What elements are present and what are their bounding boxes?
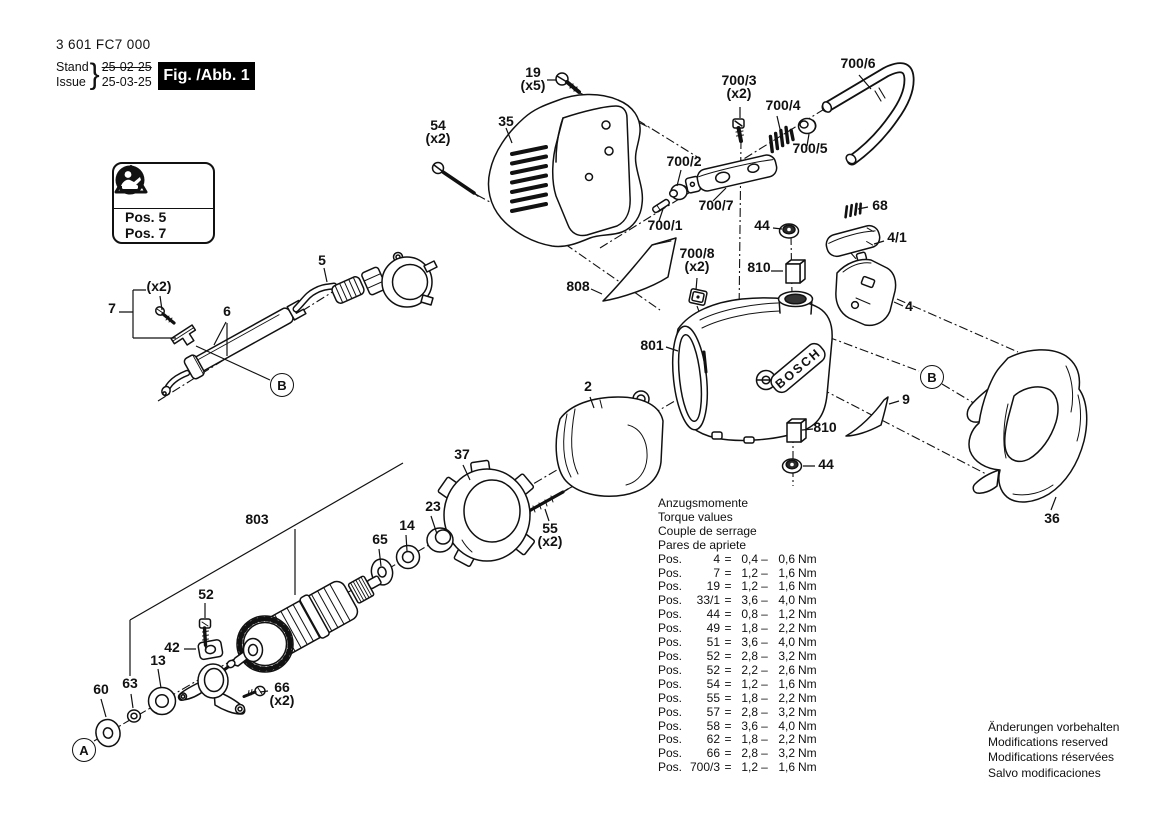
callout-quantity: (x2) xyxy=(269,692,295,708)
modification-note-line: Modifications reserved xyxy=(988,735,1109,750)
part-callout-19 xyxy=(521,66,546,92)
torque-row xyxy=(658,580,817,594)
callout-number: 42 xyxy=(164,639,180,655)
torque-row-prefix: Pos. xyxy=(658,635,683,650)
section-ref-a: A xyxy=(72,738,96,762)
read-manual-icon xyxy=(114,164,146,196)
torque-row-pos: 57 xyxy=(706,704,720,719)
callout-quantity: (x2) xyxy=(684,258,710,274)
part-callout-700-2 xyxy=(666,155,701,168)
part-callout-6 xyxy=(223,305,231,318)
torque-row-pos: 19 xyxy=(706,579,720,594)
spring-68 xyxy=(843,203,863,217)
part-callout-2 xyxy=(584,380,592,393)
cord-clamp-7 xyxy=(154,305,200,350)
torque-row-pos: 55 xyxy=(706,690,720,705)
torque-row-prefix: Pos. xyxy=(658,704,683,719)
part-callout-52 xyxy=(198,588,214,601)
torque-row-max: 3,2 xyxy=(778,704,795,719)
torque-row-prefix: Pos. xyxy=(658,551,683,566)
torque-row-equals: = xyxy=(724,732,732,747)
torque-row-min: 1,2 xyxy=(741,579,758,594)
part-callout-700-6 xyxy=(840,57,875,70)
torque-row xyxy=(658,747,817,761)
torque-row-equals: = xyxy=(724,635,732,650)
callout-number: 35 xyxy=(498,113,514,129)
bearing-bracket-42 xyxy=(179,639,245,714)
callout-number: 55 xyxy=(542,520,558,536)
carbon-brush-810-bottom xyxy=(787,419,806,442)
part-callout-63 xyxy=(122,677,138,690)
callout-number: 801 xyxy=(640,337,664,353)
torque-row-min: 2,8 xyxy=(741,704,758,719)
torque-row-unit: Nm xyxy=(798,551,817,566)
torque-row-max: 2,6 xyxy=(778,662,795,677)
part-callout-44-top xyxy=(754,219,770,232)
torque-row-max: 3,2 xyxy=(778,746,795,761)
torque-row-unit: Nm xyxy=(798,704,817,719)
torque-row-dash: – xyxy=(761,690,768,705)
part-callout-803 xyxy=(245,513,268,526)
part-callout-700-5 xyxy=(792,142,827,155)
callout-number: 700/5 xyxy=(792,140,828,156)
part-callout-44-bottom xyxy=(818,458,834,471)
part-callout-700-1 xyxy=(647,219,682,232)
torque-row-equals: = xyxy=(724,593,732,608)
torque-row-dash: – xyxy=(761,746,768,761)
torque-row-min: 0,8 xyxy=(741,607,758,622)
washer-60 xyxy=(93,717,122,748)
modification-note-line: Modifications réservées xyxy=(988,750,1115,765)
torque-row-unit: Nm xyxy=(798,565,817,580)
torque-row xyxy=(658,761,817,775)
torque-row-prefix: Pos. xyxy=(658,607,683,622)
callout-quantity: (x2) xyxy=(726,85,752,101)
stator-2 xyxy=(556,391,663,496)
torque-row-equals: = xyxy=(724,676,732,691)
modification-notes xyxy=(988,720,1119,781)
torque-table xyxy=(658,497,817,775)
torque-row-pos: 4 xyxy=(713,551,720,566)
torque-row-unit: Nm xyxy=(798,732,817,747)
torque-row-max: 2,2 xyxy=(778,732,795,747)
part-callout-13 xyxy=(150,654,166,667)
torque-row-unit: Nm xyxy=(798,593,817,608)
torque-row-dash: – xyxy=(761,565,768,580)
warning-pos-line-2: Pos. 7 xyxy=(125,224,167,241)
callout-number: 4/1 xyxy=(887,229,907,245)
bushing-700-5 xyxy=(799,119,816,134)
torque-row-prefix: Pos. xyxy=(658,690,683,705)
cap-44-bottom xyxy=(783,459,802,473)
torque-row-unit: Nm xyxy=(798,607,817,622)
callout-number: 700/1 xyxy=(647,217,683,233)
callout-number: 19 xyxy=(525,64,541,80)
torque-row-unit: Nm xyxy=(798,746,817,761)
torque-table-title: Torque values xyxy=(658,509,733,524)
torque-row-dash: – xyxy=(761,621,768,636)
callout-number: 37 xyxy=(454,446,470,462)
callout-number: 4 xyxy=(905,298,913,314)
part-callout-810-top xyxy=(747,261,770,274)
stand-date: 25-02-25 xyxy=(101,60,152,74)
part-callout-66 xyxy=(270,681,295,707)
torque-row-equals: = xyxy=(724,704,732,719)
part-callout-4-1 xyxy=(887,231,906,244)
torque-row-unit: Nm xyxy=(798,621,817,636)
torque-row-max: 1,2 xyxy=(778,607,795,622)
screw-19 xyxy=(556,73,579,92)
callout-quantity: (x5) xyxy=(520,77,546,93)
torque-row-prefix: Pos. xyxy=(658,648,683,663)
torque-row-dash: – xyxy=(761,732,768,747)
part-callout-54 xyxy=(426,119,451,145)
part-callout-37 xyxy=(454,448,470,461)
torque-row-dash: – xyxy=(761,607,768,622)
torque-row-equals: = xyxy=(724,565,732,580)
knob-700-2 xyxy=(670,185,688,200)
part-callout-42 xyxy=(164,641,180,654)
cover-panel-808 xyxy=(603,238,676,301)
torque-row-min: 1,2 xyxy=(741,676,758,691)
torque-row-dash: – xyxy=(761,579,768,594)
torque-row xyxy=(658,594,817,608)
callout-number: 14 xyxy=(399,517,415,533)
safety-note-box xyxy=(112,162,215,244)
figure-label-box: Fig. /Abb. 1 xyxy=(158,62,255,90)
part-callout-700-7 xyxy=(698,199,733,212)
part-callout-9 xyxy=(902,393,910,406)
torque-row-pos: 58 xyxy=(706,718,720,733)
torque-row-max: 1,6 xyxy=(778,760,795,775)
torque-row xyxy=(658,608,817,622)
ball-bearing-13 xyxy=(149,688,176,715)
bosch-logo-text: BOSCH xyxy=(772,345,824,392)
pin-700-1 xyxy=(652,199,670,214)
torque-row-pos: 44 xyxy=(706,607,720,622)
section-ref-b-right: B xyxy=(920,365,944,389)
torque-row-unit: Nm xyxy=(798,718,817,733)
modification-note-line: Salvo modificaciones xyxy=(988,765,1101,780)
torque-row-equals: = xyxy=(724,607,732,622)
callout-number: 700/2 xyxy=(666,153,702,169)
callout-number: 6 xyxy=(223,303,231,319)
callout-number: 700/3 xyxy=(721,72,757,88)
torque-row-dash: – xyxy=(761,593,768,608)
torque-row-equals: = xyxy=(724,648,732,663)
torque-row-prefix: Pos. xyxy=(658,676,683,691)
torque-row xyxy=(658,622,817,636)
torque-row-pos: 51 xyxy=(706,635,720,650)
part-callout-700-3 xyxy=(721,74,756,100)
issue-label: Issue xyxy=(56,75,86,89)
torque-row-equals: = xyxy=(724,760,732,775)
callout-number: 7 xyxy=(108,300,116,316)
torque-row-unit: Nm xyxy=(798,676,817,691)
brace-glyph: } xyxy=(89,58,100,91)
torque-row-dash: – xyxy=(761,648,768,663)
callout-number: 60 xyxy=(93,681,109,697)
part-callout-810-bottom xyxy=(813,421,836,434)
torque-row-min: 3,6 xyxy=(741,635,758,650)
callout-number: 808 xyxy=(566,278,590,294)
part-callout-60 xyxy=(93,683,109,696)
callout-number: 9 xyxy=(902,391,910,407)
torque-row xyxy=(658,553,817,567)
torque-row-unit: Nm xyxy=(798,662,817,677)
callout-number: 2 xyxy=(584,378,592,394)
callout-number: 68 xyxy=(872,197,888,213)
screw-54 xyxy=(433,163,479,197)
cover-panel-9 xyxy=(846,397,888,436)
ring-23 xyxy=(427,528,453,552)
switch-cover-4-1 xyxy=(824,223,882,258)
nut-63 xyxy=(128,710,141,722)
torque-row xyxy=(658,636,817,650)
part-callout-808 xyxy=(566,280,589,293)
cap-44-top xyxy=(780,224,799,238)
torque-row-prefix: Pos. xyxy=(658,746,683,761)
ball-bearing-14 xyxy=(397,546,420,569)
switch-4 xyxy=(836,252,896,326)
torque-row-max: 4,0 xyxy=(778,593,795,608)
part-callout-68 xyxy=(872,199,888,212)
torque-row-max: 4,0 xyxy=(778,635,795,650)
armature-803 xyxy=(224,570,385,672)
callout-number: 36 xyxy=(1044,510,1060,526)
torque-row-min: 1,8 xyxy=(741,732,758,747)
torque-row-pos: 52 xyxy=(706,662,720,677)
part-callout-36 xyxy=(1044,512,1060,525)
torque-row xyxy=(658,706,817,720)
torque-row-min: 3,6 xyxy=(741,718,758,733)
torque-row-dash: – xyxy=(761,635,768,650)
torque-row-min: 1,8 xyxy=(741,621,758,636)
torque-row-prefix: Pos. xyxy=(658,593,683,608)
modification-note-line: Änderungen vorbehalten xyxy=(988,720,1120,734)
part-callout-7 xyxy=(108,302,116,315)
torque-row-min: 3,6 xyxy=(741,593,758,608)
callout-quantity: (x2) xyxy=(537,533,563,549)
callout-number: 700/4 xyxy=(765,97,801,113)
part-callout-65 xyxy=(372,533,388,546)
part-callout-4 xyxy=(905,300,913,313)
callout-number: 65 xyxy=(372,531,388,547)
torque-row-dash: – xyxy=(761,662,768,677)
callout-number: 5 xyxy=(318,252,326,268)
torque-row-max: 3,2 xyxy=(778,648,795,663)
part-callout-801 xyxy=(640,339,663,352)
torque-row-prefix: Pos. xyxy=(658,579,683,594)
torque-row-prefix: Pos. xyxy=(658,621,683,636)
torque-row-max: 2,2 xyxy=(778,690,795,705)
torque-row-pos: 700/3 xyxy=(689,760,720,775)
torque-row-max: 1,6 xyxy=(778,676,795,691)
stand-label: Stand xyxy=(56,60,89,74)
torque-row-min: 2,8 xyxy=(741,746,758,761)
part-callout-700-8 xyxy=(679,247,714,273)
part-callout-23 xyxy=(425,500,441,513)
torque-row-max: 1,6 xyxy=(778,579,795,594)
torque-row-pos: 49 xyxy=(706,621,720,636)
callout-number: 810 xyxy=(813,419,837,435)
torque-row-pos: 52 xyxy=(706,648,720,663)
part-callout-5 xyxy=(318,254,326,267)
torque-row xyxy=(658,720,817,734)
spring-700-4 xyxy=(765,126,795,152)
torque-row xyxy=(658,692,817,706)
torque-row-unit: Nm xyxy=(798,635,817,650)
callout-number: 63 xyxy=(122,675,138,691)
torque-table-title: Anzugsmomente xyxy=(658,496,749,510)
torque-row-prefix: Pos. xyxy=(658,760,683,775)
torque-row-max: 1,6 xyxy=(778,565,795,580)
torque-row-min: 2,8 xyxy=(741,648,758,663)
torque-row-dash: – xyxy=(761,551,768,566)
torque-row-min: 2,2 xyxy=(741,662,758,677)
torque-table-title: Couple de serrage xyxy=(658,523,757,538)
torque-row-min: 1,2 xyxy=(741,565,758,580)
callout-number: 23 xyxy=(425,498,441,514)
torque-row-prefix: Pos. xyxy=(658,662,683,677)
issue-date: 25-03-25 xyxy=(101,75,152,89)
torque-row-dash: – xyxy=(761,704,768,719)
warning-pos-line-1: Pos. 5 xyxy=(125,209,167,225)
torque-row xyxy=(658,650,817,664)
torque-row-pos: 33/1 xyxy=(696,593,720,608)
torque-row-max: 0,6 xyxy=(778,551,795,566)
torque-row-equals: = xyxy=(724,551,732,566)
torque-row-min: 1,8 xyxy=(741,690,758,705)
torque-row-equals: = xyxy=(724,718,732,733)
callout-number: (x2) xyxy=(146,278,172,294)
torque-row-dash: – xyxy=(761,676,768,691)
part-callout-55 xyxy=(538,522,563,548)
torque-row-equals: = xyxy=(724,690,732,705)
torque-row-prefix: Pos. xyxy=(658,732,683,747)
torque-row xyxy=(658,664,817,678)
document-part-number: 3 601 FC7 000 xyxy=(56,37,151,52)
callout-number: 66 xyxy=(274,679,290,695)
torque-row-equals: = xyxy=(724,579,732,594)
part-callout-35 xyxy=(498,115,514,128)
part-callout-14 xyxy=(399,519,415,532)
callout-number: 52 xyxy=(198,586,214,602)
callout-number: 810 xyxy=(747,259,771,275)
torque-table-title: Pares de apriete xyxy=(658,537,747,552)
fan-guide-ring-37 xyxy=(438,460,535,567)
rear-handle-36 xyxy=(967,350,1086,502)
section-ref-b-left: B xyxy=(270,373,294,397)
torque-row-min: 1,2 xyxy=(741,760,758,775)
torque-row-prefix: Pos. xyxy=(658,565,683,580)
torque-row xyxy=(658,678,817,692)
torque-row-equals: = xyxy=(724,746,732,761)
torque-row-prefix: Pos. xyxy=(658,718,683,733)
callout-number: 44 xyxy=(818,456,834,472)
torque-row-unit: Nm xyxy=(798,648,817,663)
torque-row-min: 0,4 xyxy=(741,551,758,566)
torque-row-unit: Nm xyxy=(798,690,817,705)
torque-row-max: 2,2 xyxy=(778,621,795,636)
callout-number: 54 xyxy=(430,117,446,133)
motor-housing-801 xyxy=(668,292,832,444)
torque-row-pos: 62 xyxy=(706,732,720,747)
torque-row-pos: 54 xyxy=(706,676,720,691)
torque-row-dash: – xyxy=(761,718,768,733)
torque-row-dash: – xyxy=(761,760,768,775)
callout-number: 700/8 xyxy=(679,245,715,261)
torque-row-equals: = xyxy=(724,662,732,677)
screw-700-3 xyxy=(733,119,744,141)
square-nut-700-8 xyxy=(689,288,708,305)
revision-block xyxy=(56,60,152,90)
callout-number: 803 xyxy=(245,511,269,527)
callout-quantity: (x2) xyxy=(425,130,451,146)
torque-row-equals: = xyxy=(724,621,732,636)
torque-row-pos: 7 xyxy=(713,565,720,580)
torque-row-max: 4,0 xyxy=(778,718,795,733)
torque-row-unit: Nm xyxy=(798,760,817,775)
torque-row xyxy=(658,567,817,581)
part-callout-700-4 xyxy=(765,99,800,112)
carbon-brush-810-top xyxy=(786,260,805,283)
torque-row xyxy=(658,733,817,747)
callout-number: 700/6 xyxy=(840,55,876,71)
callout-number: 700/7 xyxy=(698,197,734,213)
torque-row-pos: 66 xyxy=(706,746,720,761)
part-callout-7-qty xyxy=(147,280,172,293)
callout-number: 13 xyxy=(150,652,166,668)
torque-row-unit: Nm xyxy=(798,579,817,594)
callout-number: 44 xyxy=(754,217,770,233)
